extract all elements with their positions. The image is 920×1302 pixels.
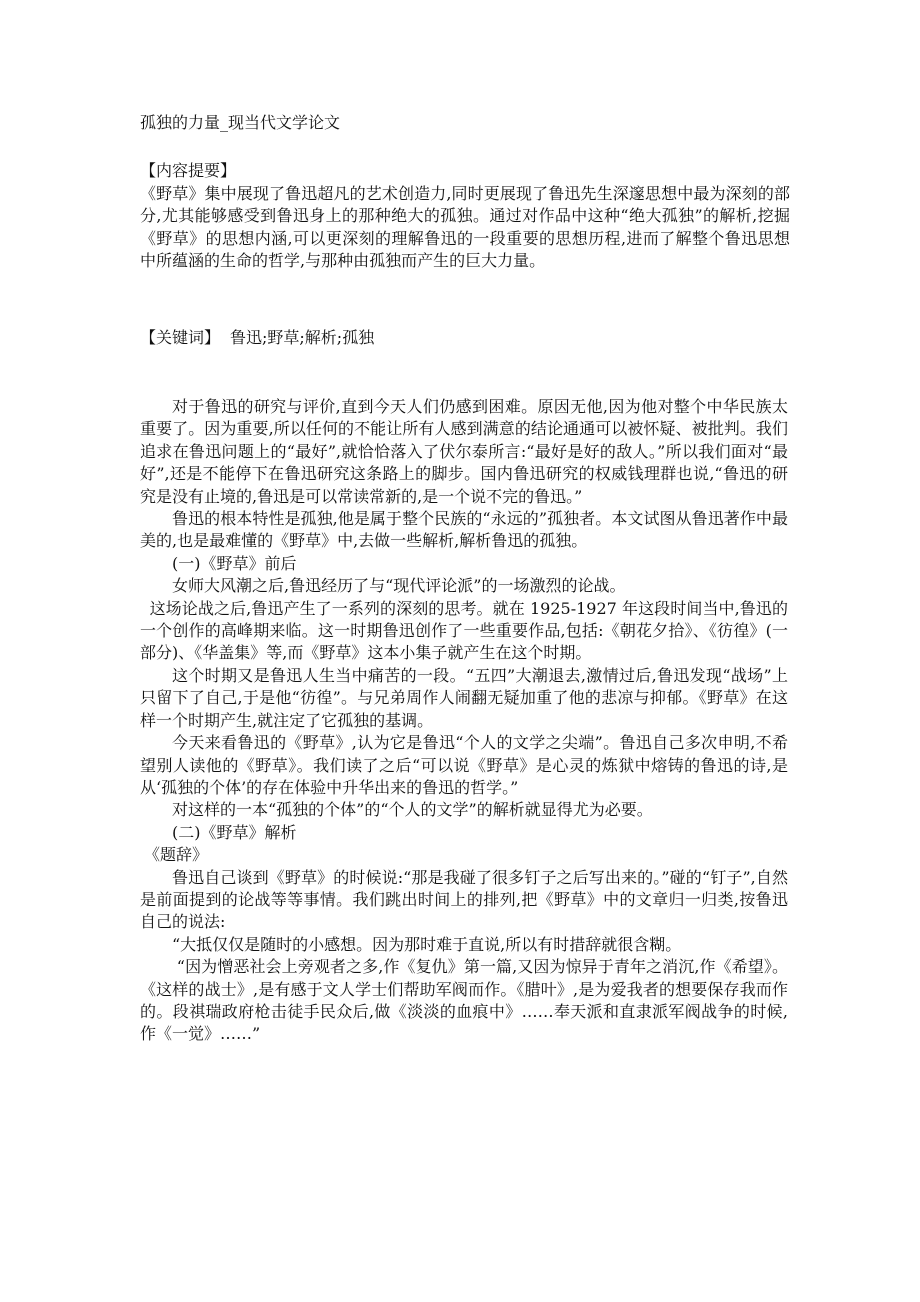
paragraph: 对这样的一本“孤独的个体”的“个人的文学”的解析就显得尤为必要。 — [172, 800, 653, 820]
abstract-section — [140, 160, 790, 273]
paragraph: 鲁迅自己谈到《野草》的时候说:“那是我碰了很多钉子之后写出来的。”碰的“钉子”,自然是前面提到的论战等等事情。我们跳出时间上的排列,把《野草》中的文章归一归类,按鲁迅自己的说法: — [140, 867, 788, 932]
abstract-text: 《野草》集中展现了鲁迅超凡的艺术创造力,同时更展现了鲁迅先生深邃思想中最为深刻的部分,尤其能够感受到鲁迅身上的那种绝大的孤独。通过对作品中这种“绝大孤独”的解析,挖掘《野草》的思想内涵,可以更深刻的理解鲁迅的一段重要的思想历程,进而了解整个鲁迅思想中所蕴涵的生命的哲学,与那种由孤独而产生的巨大力量。 — [140, 183, 790, 270]
keywords-line — [140, 327, 374, 349]
body-text — [140, 396, 788, 1046]
section-heading: (一)《野草》前后 — [172, 553, 297, 573]
paragraph: 对于鲁迅的研究与评价,直到今天人们仍感到困难。原因无他,因为他对整个中华民族太重要了。因为重要,所以任何的不能让所有人感到满意的结论通通可以被怀疑、被批判。我们追求在鲁迅问题上的“最好”,就恰恰落入了伏尔泰所言:“最好是好的敌人。”所以我们面对“最好”,还是不能停下在鲁迅研究这条路上的脚步。国内鲁迅研究的权威钱理群也说,“鲁迅的研究是没有止境的,鲁迅是可以常读常新的,是一个说不完的鲁迅。” — [140, 397, 788, 506]
paragraph: 今天来看鲁迅的《野草》,认为它是鲁迅“个人的文学之尖端”。鲁迅自己多次申明,不希望别人读他的《野草》。我们读了之后“可以说《野草》是心灵的炼狱中熔铸的鲁迅的诗,是从‘孤独的个体’的存在体验中升华出来的鲁迅的哲学。” — [140, 733, 788, 797]
paragraph: 这个时期又是鲁迅人生当中痛苦的一段。“五四”大潮退去,激情过后,鲁迅发现“战场”上只留下了自己,于是他“彷徨”。与兄弟周作人闹翻无疑加重了他的悲凉与抑郁。《野草》在这样一个时期产生,就注定了它孤独的基调。 — [140, 665, 788, 730]
document-title: 孤独的力量_现当代文学论文 — [140, 113, 341, 132]
quote-paragraph: “大抵仅仅是随时的小感想。因为那时难于直说,所以有时措辞就很含糊。 — [172, 934, 682, 954]
paragraph: 女师大风潮之后,鲁迅经历了与“现代评论派”的一场激烈的论战。 — [172, 576, 626, 596]
section-heading: (二)《野草》解析 — [172, 822, 297, 842]
paragraph: 鲁迅的根本特性是孤独,他是属于整个民族的“永远的”孤独者。本文试图从鲁迅著作中最美的,也是最难懂的《野草》中,去做一些解析,解析鲁迅的孤独。 — [140, 509, 788, 551]
paragraph: 这场论战之后,鲁迅产生了一系列的深刻的思考。就在 1925-1927 年这段时间当中,鲁迅的一个创作的高峰期来临。这一时期鲁迅创作了一些重要作品,包括:《朝花夕拾》、《彷徨》(一部分)、《华盖集》等,而《野草》这本小集子就产生在这个时期。 — [140, 598, 788, 663]
keywords-label: 【关键词】 — [140, 328, 221, 347]
keywords-value: 鲁迅;野草;解析;孤独 — [230, 328, 375, 347]
quote-paragraph: “因为憎恶社会上旁观者之多,作《复仇》第一篇,又因为惊异于青年之消沉,作《希望》。《这样的战士》,是有感于文人学士们帮助军阀而作。《腊叶》,是为爱我者的想要保存我而作的。段祺瑞政府枪击徒手民众后,做《淡淡的血痕中》……奉天派和直隶派军阀战争的时候,作《一觉》……” — [140, 957, 788, 1044]
subsection-heading: 《题辞》 — [144, 845, 209, 865]
abstract-heading: 【内容提要】 — [140, 161, 237, 180]
